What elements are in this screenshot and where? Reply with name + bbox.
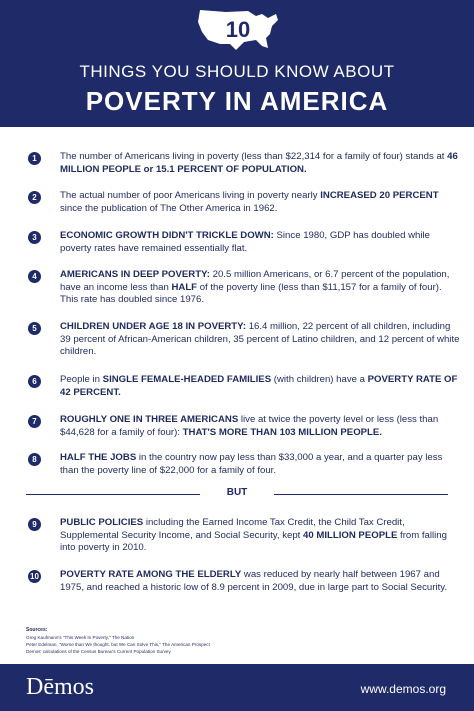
fact-text: The actual number of poor Americans living in poverty nearly INCREASED 20 PERCENT since the publication of The Other America in 1962. bbox=[60, 190, 439, 214]
website-link[interactable]: www.demos.org bbox=[360, 682, 446, 696]
fact-number-badge: 8 bbox=[28, 453, 41, 466]
fact-number-badge: 5 bbox=[28, 322, 41, 335]
fact-text: PUBLIC POLICIES including the Earned Income Tax Credit, the Child Tax Credit, Supplemental Security Income, and Social Security, kept 40 MILLION PEOPLE from falling into poverty in 2010. bbox=[60, 517, 447, 554]
divider-left bbox=[26, 494, 200, 495]
sources-title: Sources: bbox=[26, 627, 48, 633]
fact-text: ECONOMIC GROWTH DIDN'T TRICKLE DOWN: Since 1980, GDP has doubled while poverty rates have remained essentially flat. bbox=[60, 230, 430, 254]
fact-text: ROUGHLY ONE IN THREE AMERICANS live at twice the poverty level or less (less than $44,628 for a family of four): THAT'S MORE THAN 103 MILLION PEOPLE. bbox=[60, 414, 439, 438]
header-subtitle: THINGS YOU SHOULD KNOW ABOUT bbox=[79, 62, 395, 81]
badge-number: 10 bbox=[225, 17, 251, 42]
fact-text: People in SINGLE FEMALE-HEADED FAMILIES (with children) have a POVERTY RATE OF 42 PERCENT. bbox=[60, 374, 458, 398]
divider-right bbox=[274, 494, 448, 495]
sources-block bbox=[26, 627, 446, 655]
source-line: Demos' calculations of the Census Bureau's Current Population Survey bbox=[26, 649, 171, 654]
source-line: Greg Kaufmann's "This Week In Poverty," The Nation bbox=[26, 635, 135, 640]
fact-number-badge: 1 bbox=[28, 152, 41, 165]
fact-text: AMERICANS IN DEEP POVERTY: 20.5 million Americans, or 6.7 percent of the population, have an income less than HALF of the poverty line (less than $11,157 for a family of four). This rate has doubled since 1976. bbox=[60, 269, 450, 306]
divider-label: BUT bbox=[226, 487, 248, 498]
fact-text: CHILDREN UNDER AGE 18 IN POVERTY: 16.4 million, 22 percent of all children, including 39 percent of African-American children, 35 percent of Latino children, and 12 percent of white children. bbox=[60, 321, 460, 358]
fact-number-badge: 3 bbox=[28, 231, 41, 244]
fact-number-badge: 2 bbox=[28, 191, 41, 204]
source-line: Peter Edelman, "Worse than We thought, but We Can Solve This," The American Prospect bbox=[26, 642, 210, 647]
fact-number-badge: 10 bbox=[28, 570, 41, 583]
fact-text: POVERTY RATE AMONG THE ELDERLY was reduced by nearly half between 1967 and 1975, and reached a historic low of 8.9 percent in 2009, due in large part to Social Security. bbox=[60, 569, 448, 593]
page-title: POVERTY IN AMERICA bbox=[85, 86, 389, 116]
fact-number-badge: 4 bbox=[28, 270, 41, 283]
fact-text: The number of Americans living in poverty (less than $22,314 for a family of four) stands at 46 MILLION PEOPLE or 15.1 PERCENT OF POPULATION. bbox=[60, 151, 458, 175]
fact-text: HALF THE JOBS in the country now pay less than $33,000 a year, and a quarter pay less than the poverty line of $22,000 for a family of four. bbox=[60, 452, 443, 476]
fact-number-badge: 7 bbox=[28, 415, 41, 428]
fact-number-badge: 6 bbox=[28, 375, 41, 388]
fact-number-badge: 9 bbox=[28, 518, 41, 531]
demos-logo: Dēmos bbox=[26, 674, 94, 700]
